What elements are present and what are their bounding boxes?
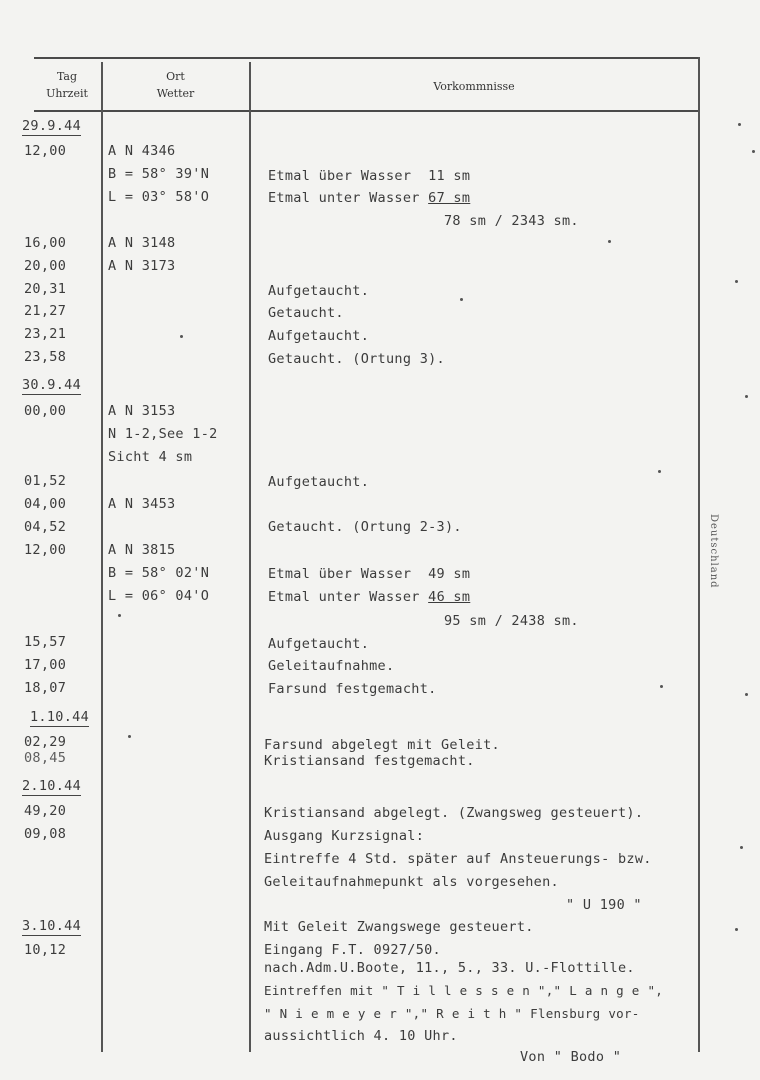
event-underlined-value: 67 sm xyxy=(428,190,471,206)
header-wetter: Wetter xyxy=(156,87,195,100)
event-entry: 95 sm / 2438 sm. xyxy=(444,613,579,629)
event-underlined-value: 46 sm xyxy=(428,589,471,605)
event-entry: Ausgang Kurzsignal: xyxy=(264,828,425,844)
time-entry: 23,58 xyxy=(24,349,67,365)
header-vorkommnisse xyxy=(250,78,698,95)
time-entry: 01,52 xyxy=(24,473,67,489)
time-entry: 09,08 xyxy=(24,826,67,842)
time-entry: 08,45 xyxy=(24,750,67,766)
event-entry: Etmal über Wasser 11 sm xyxy=(268,168,471,184)
place-entry: B = 58° 39'N xyxy=(108,166,210,182)
column-divider-2 xyxy=(249,62,251,1052)
event-entry: Aufgetaucht. xyxy=(268,636,370,652)
place-entry: A N 3173 xyxy=(108,258,176,274)
place-entry: L = 06° 04'O xyxy=(108,588,210,604)
header-uhrzeit: Uhrzeit xyxy=(46,87,88,100)
header-ort-wetter xyxy=(102,68,249,102)
right-border xyxy=(698,57,700,1052)
event-entry: Geleitaufnahmepunkt als vorgesehen. xyxy=(264,874,559,890)
event-entry: Kristiansand festgemacht. xyxy=(264,753,475,769)
time-entry: 00,00 xyxy=(24,403,67,419)
header-vorkommnisse-label: Vorkommnisse xyxy=(433,80,515,93)
event-entry: Farsund abgelegt mit Geleit. xyxy=(264,737,500,753)
time-entry: 20,00 xyxy=(24,258,67,274)
scan-speck xyxy=(745,395,748,398)
date-29-9-44: 29.9.44 xyxy=(22,118,81,134)
place-entry: A N 3153 xyxy=(108,403,176,419)
event-entry: Geleitaufnahme. xyxy=(268,658,395,674)
event-text: Etmal unter Wasser xyxy=(268,589,429,605)
event-text: Etmal unter Wasser xyxy=(268,190,429,206)
place-entry: N 1-2,See 1-2 xyxy=(108,426,218,442)
event-entry: Eintreffen mit " T i l l e s s e n "," L a n g e ", xyxy=(264,983,664,998)
event-entry: aussichtlich 4. 10 Uhr. xyxy=(264,1028,458,1044)
header-bottom-rule xyxy=(34,110,699,112)
column-divider-1 xyxy=(101,62,103,1052)
date-30-9-44: 30.9.44 xyxy=(22,377,81,393)
scan-speck xyxy=(180,335,183,338)
scan-speck xyxy=(745,693,748,696)
event-entry: Mit Geleit Zwangswege gesteuert. xyxy=(264,919,534,935)
time-entry: 02,29 xyxy=(24,734,67,750)
scan-speck xyxy=(735,280,738,283)
scan-speck xyxy=(660,685,663,688)
place-entry: A N 3148 xyxy=(108,235,176,251)
event-entry: " U 190 " xyxy=(566,897,642,913)
time-entry: 12,00 xyxy=(24,143,67,159)
time-entry: 15,57 xyxy=(24,634,67,650)
time-entry: 04,00 xyxy=(24,496,67,512)
event-entry: " N i e m e y e r "," R e i t h " Flensburg vor- xyxy=(264,1006,640,1021)
date-3-10-44: 3.10.44 xyxy=(22,918,81,934)
event-entry: Getaucht. (Ortung 3). xyxy=(268,351,445,367)
time-entry: 04,52 xyxy=(24,519,67,535)
scan-speck xyxy=(460,298,463,301)
place-entry: Sicht 4 sm xyxy=(108,449,193,465)
place-entry: B = 58° 02'N xyxy=(108,565,210,581)
time-entry: 18,07 xyxy=(24,680,67,696)
time-entry: 10,12 xyxy=(24,942,67,958)
place-entry: A N 4346 xyxy=(108,143,176,159)
time-entry: 17,00 xyxy=(24,657,67,673)
date-1-10-44: 1.10.44 xyxy=(30,709,89,725)
time-entry: 16,00 xyxy=(24,235,67,251)
time-entry: 12,00 xyxy=(24,542,67,558)
scan-speck xyxy=(608,240,611,243)
event-entry: 78 sm / 2343 sm. xyxy=(444,213,579,229)
place-entry: L = 03° 58'O xyxy=(108,189,210,205)
place-entry: A N 3815 xyxy=(108,542,176,558)
time-entry: 20,31 xyxy=(24,281,67,297)
side-margin-label: Deutschland xyxy=(708,514,719,589)
time-entry: 49,20 xyxy=(24,803,67,819)
event-entry xyxy=(268,588,470,606)
event-entry: Eintreffe 4 Std. später auf Ansteuerungs- bzw. xyxy=(264,851,652,867)
scan-speck xyxy=(128,735,131,738)
scan-speck xyxy=(658,470,661,473)
scan-speck xyxy=(738,123,741,126)
scan-speck xyxy=(118,614,121,617)
event-entry: Aufgetaucht. xyxy=(268,474,370,490)
signature-line: Von " Bodo " xyxy=(520,1049,622,1065)
table-top-rule xyxy=(34,57,699,59)
header-tag-uhrzeit xyxy=(34,68,100,102)
scan-speck xyxy=(735,928,738,931)
event-entry: Eingang F.T. 0927/50. xyxy=(264,942,441,958)
event-entry: Kristiansand abgelegt. (Zwangsweg gesteuert). xyxy=(264,805,644,821)
event-entry: Aufgetaucht. xyxy=(268,283,370,299)
header-ort: Ort xyxy=(166,70,185,83)
event-entry: Getaucht. (Ortung 2-3). xyxy=(268,519,462,535)
event-entry: Etmal über Wasser 49 sm xyxy=(268,566,471,582)
date-2-10-44: 2.10.44 xyxy=(22,778,81,794)
header-tag: Tag xyxy=(56,70,78,83)
place-entry: A N 3453 xyxy=(108,496,176,512)
time-entry: 21,27 xyxy=(24,303,67,319)
scan-speck xyxy=(740,846,743,849)
event-entry: nach.Adm.U.Boote, 11., 5., 33. U.-Flottille. xyxy=(264,960,635,976)
event-entry: Getaucht. xyxy=(268,305,344,321)
event-entry xyxy=(268,189,470,207)
event-entry: Aufgetaucht. xyxy=(268,328,370,344)
event-entry: Farsund festgemacht. xyxy=(268,681,437,697)
scan-speck xyxy=(752,150,755,153)
time-entry: 23,21 xyxy=(24,326,67,342)
